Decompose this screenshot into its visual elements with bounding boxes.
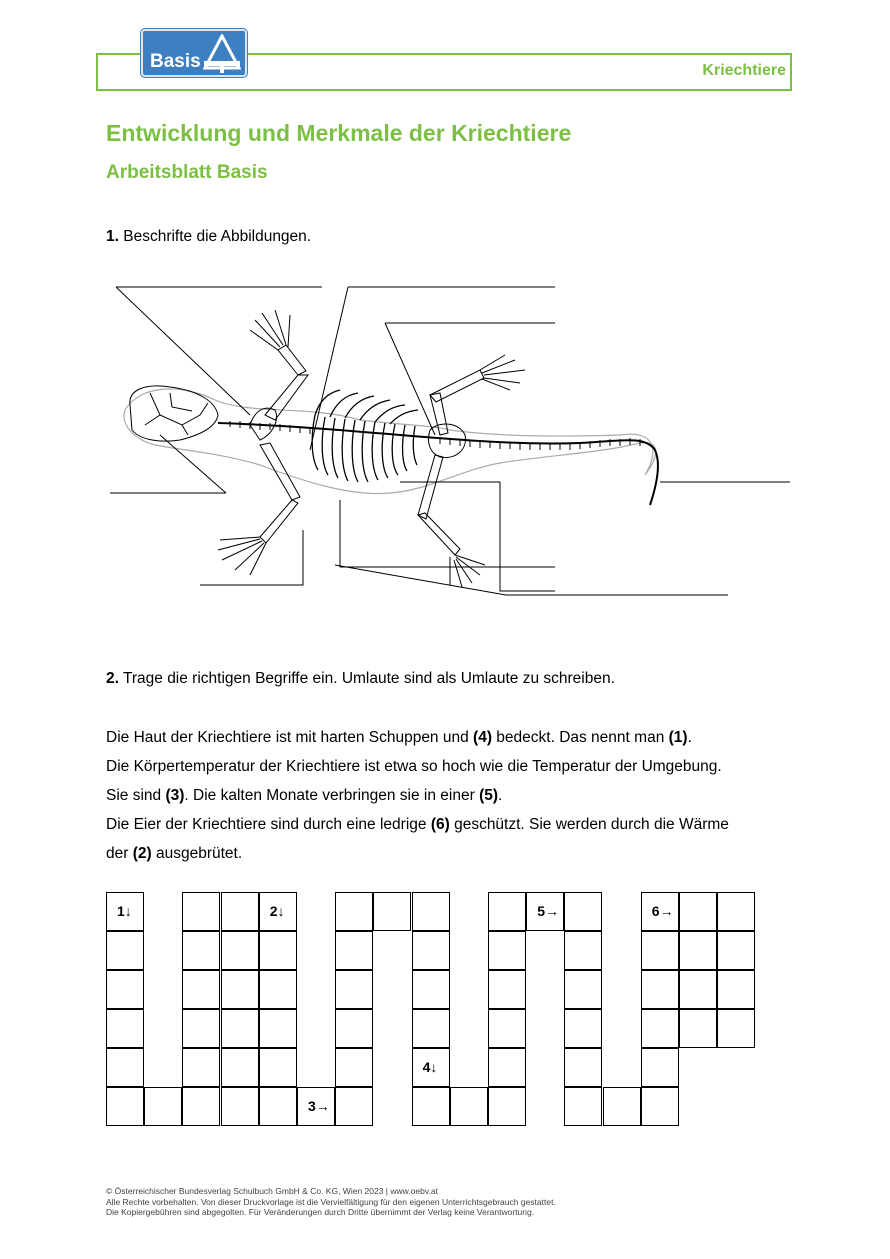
crossword-cell[interactable] bbox=[412, 1087, 450, 1126]
crossword-cell[interactable] bbox=[144, 1087, 182, 1126]
text: . bbox=[498, 787, 503, 804]
text: der bbox=[106, 845, 133, 862]
crossword-cell[interactable] bbox=[564, 970, 602, 1009]
crossword-cell[interactable] bbox=[641, 970, 679, 1009]
text: ausgebrütet. bbox=[151, 845, 243, 862]
crossword-cell[interactable] bbox=[679, 970, 717, 1009]
crossword-cell[interactable] bbox=[717, 892, 755, 931]
crossword-cell[interactable] bbox=[412, 1009, 450, 1048]
text: Die Körpertemperatur der Kriechtiere ist etwa so hoch wie die Temperatur der Umgebung. bbox=[106, 758, 722, 775]
crossword-cell[interactable] bbox=[488, 1087, 526, 1126]
crossword-cell[interactable] bbox=[488, 1009, 526, 1048]
clue-ref: (1) bbox=[668, 729, 688, 746]
clue-ref: (4) bbox=[473, 729, 492, 746]
crossword-cell[interactable] bbox=[221, 1087, 259, 1126]
crossword-cell[interactable] bbox=[641, 931, 679, 970]
crossword-cell[interactable] bbox=[259, 1009, 297, 1048]
text: Die Haut der Kriechtiere ist mit harten Schuppen und bbox=[106, 729, 474, 746]
lizard-skeleton-figure bbox=[100, 275, 800, 640]
crossword-cell[interactable] bbox=[488, 970, 526, 1009]
task-1 bbox=[106, 228, 311, 246]
footer-line-3: Die Kopiergebühren sind abgegolten. Für Veränderungen durch Dritte übernimmt der Verlag keine Verantwortung. bbox=[106, 1207, 535, 1217]
crossword-cell[interactable] bbox=[106, 970, 144, 1009]
crossword-grid bbox=[106, 892, 751, 1128]
crossword-cell[interactable] bbox=[717, 970, 755, 1009]
crossword-cell[interactable] bbox=[412, 892, 450, 931]
clue-ref: (5) bbox=[479, 787, 499, 804]
crossword-cell[interactable] bbox=[641, 892, 679, 931]
crossword-cell[interactable] bbox=[259, 892, 297, 931]
footer-line-1: © Österreichischer Bundesverlag Schulbuch GmbH & Co. KG, Wien 2023 | www.oebv.at bbox=[106, 1186, 438, 1196]
cloze-line-5 bbox=[106, 839, 806, 868]
cloze-text bbox=[106, 723, 806, 868]
crossword-cell[interactable] bbox=[335, 1009, 373, 1048]
crossword-cell[interactable] bbox=[182, 892, 220, 931]
task-2-text: Trage die richtigen Begriffe ein. Umlaute sind als Umlaute zu schreiben. bbox=[122, 670, 615, 687]
crossword-cell[interactable] bbox=[182, 970, 220, 1009]
logo-text: Basis bbox=[150, 51, 201, 72]
crossword-cell[interactable] bbox=[564, 1048, 602, 1087]
crossword-cell[interactable] bbox=[221, 892, 259, 931]
crossword-clue-number: 3→ bbox=[308, 1098, 330, 1114]
crossword-cell[interactable] bbox=[488, 892, 526, 931]
task-2 bbox=[106, 670, 615, 688]
crossword-cell[interactable] bbox=[641, 1048, 679, 1087]
crossword-cell[interactable] bbox=[335, 931, 373, 970]
text: geschützt. Sie werden durch die Wärme bbox=[449, 816, 729, 833]
text: Die Eier der Kriechtiere sind durch eine ledrige bbox=[106, 816, 431, 833]
crossword-cell[interactable] bbox=[106, 1009, 144, 1048]
crossword-cell[interactable] bbox=[564, 1009, 602, 1048]
text: . Die kalten Monate verbringen sie in einer bbox=[184, 787, 480, 804]
section-label: Kriechtiere bbox=[702, 62, 786, 79]
footer bbox=[106, 1186, 556, 1218]
crossword-cell[interactable] bbox=[335, 1048, 373, 1087]
crossword-cell[interactable] bbox=[182, 1048, 220, 1087]
crossword-cell[interactable] bbox=[335, 970, 373, 1009]
crossword-clue-number: 1↓ bbox=[117, 903, 132, 919]
crossword-cell[interactable] bbox=[259, 1048, 297, 1087]
crossword-cell[interactable] bbox=[335, 892, 373, 931]
text: . bbox=[687, 729, 692, 746]
crossword-cell[interactable] bbox=[488, 1048, 526, 1087]
cloze-line-2 bbox=[106, 752, 806, 781]
crossword-cell[interactable] bbox=[603, 1087, 641, 1126]
crossword-cell[interactable] bbox=[106, 892, 144, 931]
crossword-cell[interactable] bbox=[221, 1048, 259, 1087]
cloze-line-4 bbox=[106, 810, 806, 839]
crossword-cell[interactable] bbox=[182, 1087, 220, 1126]
publisher-logo bbox=[141, 29, 247, 77]
page-title: Entwicklung und Merkmale der Kriechtiere bbox=[106, 120, 572, 146]
crossword-cell[interactable] bbox=[412, 931, 450, 970]
task-1-text: Beschrifte die Abbildungen. bbox=[123, 228, 312, 245]
crossword-cell[interactable] bbox=[488, 931, 526, 970]
crossword-cell[interactable] bbox=[679, 931, 717, 970]
task-2-number: 2. bbox=[106, 670, 119, 687]
crossword-clue-number: 2↓ bbox=[269, 903, 285, 919]
task-1-number: 1. bbox=[106, 228, 119, 245]
footer-line-2: Alle Rechte vorbehalten. Von dieser Druckvorlage ist die Vervielfältigung für den eigenen Unterrichtsgebrauch gestattet. bbox=[106, 1196, 556, 1207]
crossword-cell[interactable] bbox=[221, 970, 259, 1009]
crossword-cell[interactable] bbox=[335, 1087, 373, 1126]
crossword-cell[interactable] bbox=[259, 931, 297, 970]
crossword-cell[interactable] bbox=[259, 970, 297, 1009]
crossword-cell[interactable] bbox=[412, 970, 450, 1009]
clue-ref: (6) bbox=[430, 816, 450, 833]
text: Sie sind bbox=[106, 787, 166, 804]
cloze-line-3 bbox=[106, 781, 806, 810]
triangle-logo-icon bbox=[203, 34, 241, 74]
crossword-cell[interactable] bbox=[297, 1087, 335, 1126]
crossword-cell[interactable] bbox=[564, 931, 602, 970]
clue-ref: (2) bbox=[132, 845, 152, 862]
crossword-clue-number: 5→ bbox=[537, 903, 559, 919]
page-subtitle: Arbeitsblatt Basis bbox=[106, 162, 268, 183]
crossword-cell[interactable] bbox=[221, 931, 259, 970]
crossword-cell[interactable] bbox=[259, 1087, 297, 1126]
crossword-cell[interactable] bbox=[182, 931, 220, 970]
crossword-cell[interactable] bbox=[182, 1009, 220, 1048]
crossword-cell[interactable] bbox=[564, 1087, 602, 1126]
crossword-cell[interactable] bbox=[106, 1087, 144, 1126]
crossword-cell[interactable] bbox=[412, 1048, 450, 1087]
crossword-cell[interactable] bbox=[221, 1009, 259, 1048]
crossword-cell[interactable] bbox=[450, 1087, 488, 1126]
crossword-cell[interactable] bbox=[373, 892, 411, 931]
crossword-cell[interactable] bbox=[679, 1009, 717, 1048]
crossword-cell[interactable] bbox=[641, 1087, 679, 1126]
crossword-cell[interactable] bbox=[679, 892, 717, 931]
crossword-cell[interactable] bbox=[564, 892, 602, 931]
crossword-clue-number: 6→ bbox=[651, 903, 674, 919]
crossword-cell[interactable] bbox=[717, 931, 755, 970]
crossword-cell[interactable] bbox=[526, 892, 564, 931]
text: bedeckt. Das nennt man bbox=[491, 729, 669, 746]
crossword-cell[interactable] bbox=[717, 1009, 755, 1048]
cloze-line-1 bbox=[106, 723, 806, 752]
crossword-cell[interactable] bbox=[106, 931, 144, 970]
crossword-cell[interactable] bbox=[641, 1009, 679, 1048]
clue-ref: (3) bbox=[165, 787, 185, 804]
crossword-clue-number: 4↓ bbox=[422, 1059, 438, 1075]
crossword-cell[interactable] bbox=[106, 1048, 144, 1087]
